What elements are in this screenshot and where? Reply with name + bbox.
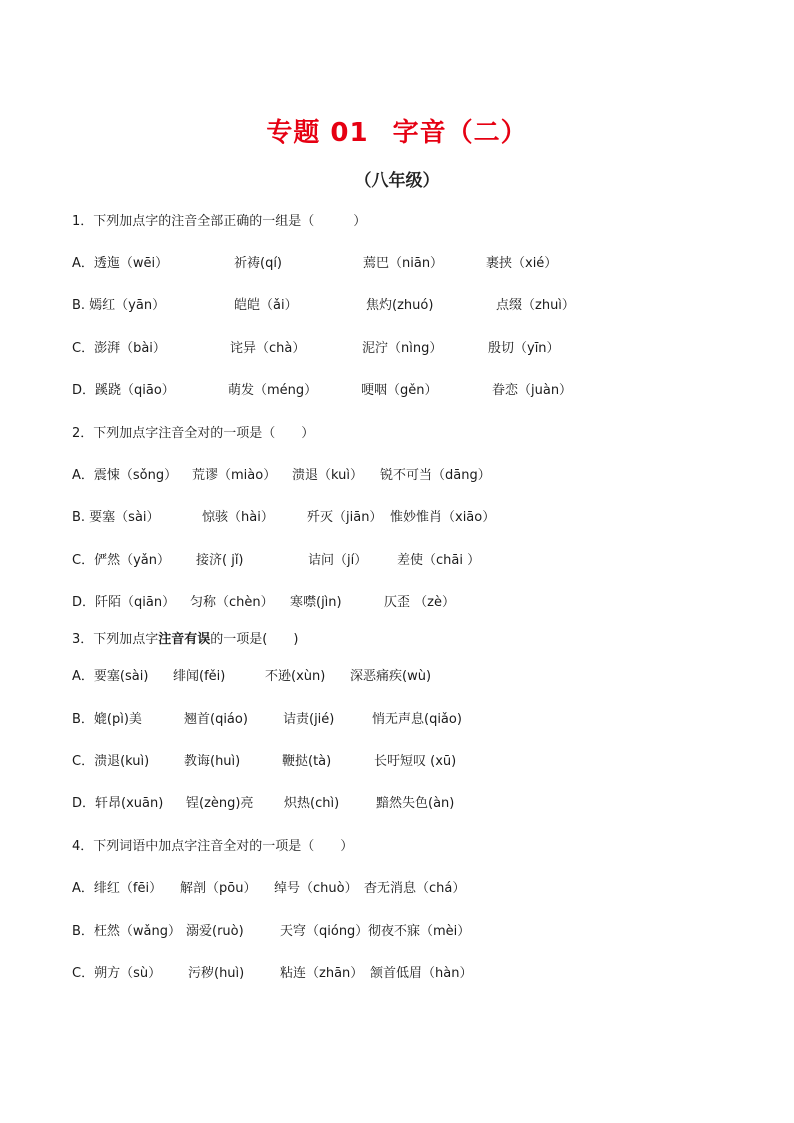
option-item: 寒噤(jìn) xyxy=(290,595,342,610)
option-item: 颔首低眉（hàn） xyxy=(370,966,473,981)
q3-stem-after: 的一项是( ) xyxy=(210,632,299,647)
option-item: 匀称（chèn） xyxy=(190,595,274,610)
option-item: 萌发（méng） xyxy=(228,383,318,398)
option-item: 点缀（zhuì） xyxy=(496,298,575,313)
option-label: A．透迤（wēi） xyxy=(72,256,169,271)
option-item: 教诲(huì) xyxy=(184,754,241,769)
q1-stem: 1．下列加点字的注音全部正确的一组是（ ） xyxy=(72,214,367,229)
option-label: B．媲(pì)美 xyxy=(72,712,142,727)
option-item: 不逊(xùn) xyxy=(265,669,326,684)
grade-subtitle: （八年级） xyxy=(354,171,440,191)
option-item: 深恶痛疾(wù) xyxy=(350,669,432,684)
option-item: 哽咽（gěn） xyxy=(361,383,438,398)
option-label: C．朔方（sù） xyxy=(72,966,162,981)
option-label: B．枉然（wǎng） xyxy=(72,924,182,939)
option-item: 皑皑（ǎi） xyxy=(234,298,298,313)
option-label: D．蹊跷（qiāo） xyxy=(72,383,175,398)
q3-stem-before: 3．下列加点字 xyxy=(72,632,159,647)
option-item: 解剖（pōu） xyxy=(180,881,257,896)
option-label: D．轩昂(xuān) xyxy=(72,796,164,811)
option-item: 差使（chāi ） xyxy=(397,553,481,568)
option-label: B. 要塞（sài） xyxy=(72,510,160,525)
option-item: 诧异（chà） xyxy=(230,341,306,356)
option-item: 粘连（zhān） xyxy=(280,966,364,981)
option-item: 祈祷(qí) xyxy=(234,256,283,271)
option-item: 荒谬（miào） xyxy=(192,468,277,483)
option-label: C．澎湃（bài） xyxy=(72,341,166,356)
option-item: 裹挟（xié） xyxy=(486,256,558,271)
option-item: 蔫巴（niān） xyxy=(363,256,444,271)
option-item: 诘问（jí） xyxy=(308,553,368,568)
option-item: 溃退（kuì） xyxy=(292,468,363,483)
option-item: 惊骇（hài） xyxy=(202,510,274,525)
option-item: 锃(zèng)亮 xyxy=(186,796,254,811)
option-item: 锐不可当（dāng） xyxy=(380,468,491,483)
option-label: A．绯红（fēi） xyxy=(72,881,163,896)
option-item: 悄无声息(qiǎo) xyxy=(372,712,462,727)
option-label: A．震悚（sǒng） xyxy=(72,468,178,483)
q3-stem-emphasis: 注音有误 xyxy=(158,632,211,647)
option-item: 杳无消息（chá） xyxy=(364,881,466,896)
option-item: 眷恋（juàn） xyxy=(492,383,573,398)
option-label: D．阡陌（qiān） xyxy=(72,595,176,610)
option-item: 污秽(huì) xyxy=(188,966,245,981)
option-item: 翘首(qiáo) xyxy=(184,712,248,727)
option-item: 殷切（yīn） xyxy=(488,341,560,356)
option-item: 绯闻(fěi) xyxy=(173,669,226,684)
option-item: 天穹（qióng） xyxy=(280,924,369,939)
title-sub: 字音（二） xyxy=(392,118,528,148)
title-main: 专题 01 xyxy=(266,118,369,148)
document-title xyxy=(0,112,794,149)
option-item: 惟妙惟肖（xiāo） xyxy=(390,510,496,525)
option-item: 长吁短叹 (xū) xyxy=(374,754,457,769)
option-item: 接济( jǐ) xyxy=(196,553,244,568)
q4-stem: 4．下列词语中加点字注音全对的一项是（ ） xyxy=(72,839,354,854)
option-item: 仄歪 （zè） xyxy=(384,595,455,610)
option-item: 彻夜不寐（mèi） xyxy=(368,924,471,939)
option-item: 溺爱(ruò) xyxy=(186,924,244,939)
option-item: 黯然失色(àn) xyxy=(376,796,455,811)
q3-stem xyxy=(72,630,298,650)
option-label: A．要塞(sài) xyxy=(72,669,149,684)
option-item: 炽热(chì) xyxy=(284,796,340,811)
q2-stem: 2．下列加点字注音全对的一项是（ ） xyxy=(72,426,315,441)
option-label: C．俨然（yǎn） xyxy=(72,553,170,568)
option-label: B. 嫣红（yān） xyxy=(72,298,166,313)
option-item: 绰号（chuò） xyxy=(274,881,358,896)
option-item: 鞭挞(tà) xyxy=(282,754,332,769)
option-item: 歼灭（jiān） xyxy=(307,510,383,525)
option-item: 诘责(jié) xyxy=(283,712,335,727)
option-item: 泥泞（nìng） xyxy=(362,341,443,356)
option-item: 焦灼(zhuó) xyxy=(366,298,434,313)
option-label: C．溃退(kuì) xyxy=(72,754,150,769)
